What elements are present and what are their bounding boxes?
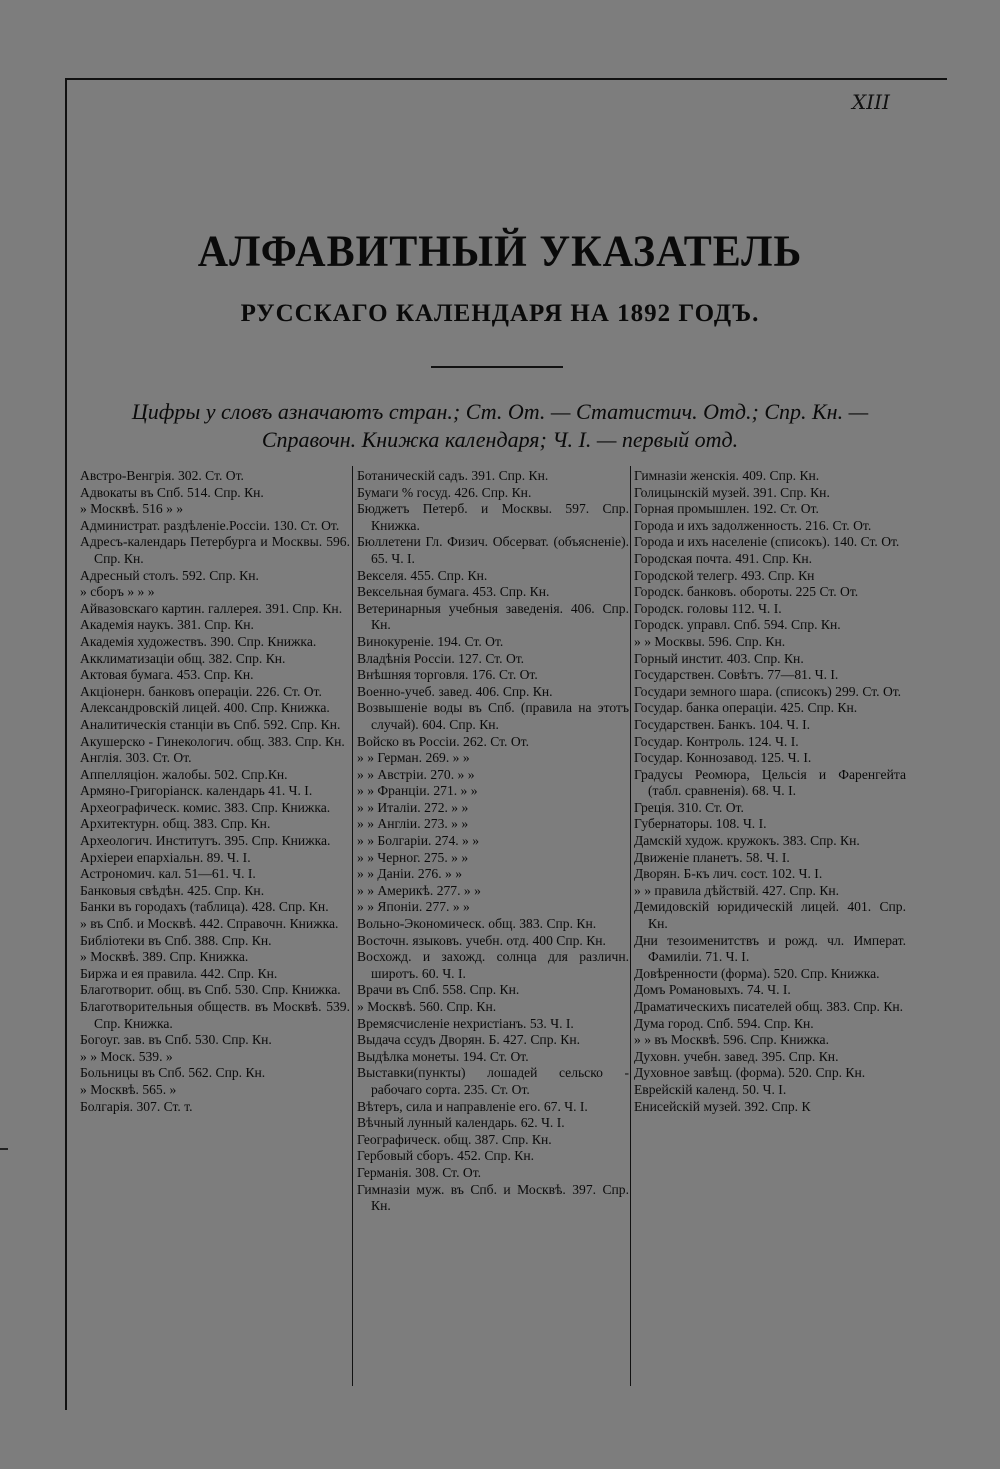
index-entry: Духовное завѣщ. (форма). 520. Спр. Кн. xyxy=(634,1065,866,1081)
index-entry: » Москвѣ. 389. Спр. Книжка. xyxy=(80,949,249,965)
index-entry: Айвазовскаго картин. галлерея. 391. Спр. Кн. xyxy=(80,600,343,616)
index-entry: » » Черног. 275. » » xyxy=(357,849,469,865)
index-entry: Драматическихъ писателей общ. 383. Спр. Кн. xyxy=(634,999,904,1014)
index-entry: Восточн. языковъ. учебн. отд. 400 Спр. Кн. xyxy=(357,932,606,948)
index-entry: Енисейскій музей. 392. Спр. К xyxy=(634,1098,811,1114)
index-entry: Города и ихъ задолженность. 216. Ст. От. xyxy=(634,517,872,533)
index-entry: Возвышеніе воды въ Спб. (правила на этотъ случай). 604. Спр. Кн. xyxy=(357,700,629,732)
index-entry: Государ. Коннозавод. 125. Ч. I. xyxy=(634,750,812,766)
index-entry: Греція. 310. Ст. От. xyxy=(634,799,744,815)
index-entry: Городская почта. 491. Спр. Кн. xyxy=(634,550,813,566)
margin-mark xyxy=(0,1148,8,1150)
index-entry: Гимназіи женскія. 409. Спр. Кн. xyxy=(634,468,820,483)
index-entry: Городск. управл. Спб. 594. Спр. Кн. xyxy=(634,617,841,633)
index-entry: Акушерско - Гинекологич. общ. 383. Спр. Кн. xyxy=(80,733,345,749)
index-entry: » » Франціи. 271. » » xyxy=(357,783,478,799)
index-entry: Архитектурн. общ. 383. Спр. Кн. xyxy=(80,816,271,832)
index-entry: Бюллетени Гл. Физич. Обсерват. (объясненіе). 65. Ч. I. xyxy=(357,534,629,566)
index-entry: » » правила дѣйствій. 427. Спр. Кн. xyxy=(634,882,840,898)
index-entry: Болгарія. 307. Ст. т. xyxy=(80,1098,193,1114)
title-divider xyxy=(431,366,563,368)
index-entry: Администрат. раздѣленіе.Россіи. 130. Ст. От. xyxy=(80,517,340,533)
index-entry: Бумаги % госуд. 426. Спр. Кн. xyxy=(357,484,532,500)
index-column-1 xyxy=(80,468,350,1115)
index-entry: » » Англіи. 273. » » xyxy=(357,816,469,832)
index-entry: Аналитическія станціи въ Спб. 592. Спр. Кн. xyxy=(80,716,341,732)
index-entry: Голицынскій музей. 391. Спр. Кн. xyxy=(634,484,830,500)
index-entry: Аппелляціон. жалобы. 502. Спр.Кн. xyxy=(80,766,288,782)
index-entry: Адвокаты въ Спб. 514. Спр. Кн. xyxy=(80,484,264,500)
index-entry: Ветеринарныя учебныя заведенія. 406. Спр. Кн. xyxy=(357,600,629,633)
index-entry: Банки въ городахъ (таблица). 428. Спр. Кн. xyxy=(80,899,329,915)
page-subtitle: РУССКАГО КАЛЕНДАРЯ НА 1892 ГОДЪ. xyxy=(240,300,760,327)
index-entry: Дума город. Спб. 594. Спр. Кн. xyxy=(634,1015,814,1031)
index-entry: Археологич. Институтъ. 395. Спр. Книжка. xyxy=(80,833,331,849)
index-entry: Движеніе планетъ. 58. Ч. I. xyxy=(634,849,790,865)
index-entry: Гербовый сборъ. 452. Спр. Кн. xyxy=(357,1148,534,1164)
index-entry: Еврейскій календ. 50. Ч. I. xyxy=(634,1081,787,1097)
index-entry: Археографическ. комис. 383. Спр. Книжка. xyxy=(80,799,331,815)
index-entry: » Москвѣ. 516 » » xyxy=(80,501,184,517)
index-entry: Городской телегр. 493. Спр. Кн xyxy=(634,567,815,583)
index-entry: Дамскій худож. кружокъ. 383. Спр. Кн. xyxy=(634,833,860,849)
page-title: АЛФАВИТНЫЙ УКАЗАТЕЛЬ xyxy=(197,227,803,277)
index-entry: Географическ. общ. 387. Спр. Кн. xyxy=(357,1131,552,1147)
index-entry: Врачи въ Спб. 558. Спр. Кн. xyxy=(357,982,520,998)
index-entry: Вольно-Экономическ. общ. 383. Спр. Кн. xyxy=(357,916,597,932)
index-entry: Градусы Реомюра, Цельсія и Фаренгейта (табл. сравненія). 68. Ч. I. xyxy=(634,766,906,799)
index-entry: Государствен. Банкъ. 104. Ч. I. xyxy=(634,716,811,732)
index-entry: Вѣчный лунный календарь. 62. Ч. I. xyxy=(357,1115,565,1131)
index-entry: Благотворительныя обществ. въ Москвѣ. 539. Спр. Книжка. xyxy=(80,999,350,1031)
index-entry: Бюджетъ Петерб. и Москвы. 597. Спр. Книжка. xyxy=(357,501,629,533)
index-entry: Банковыя свѣдѣн. 425. Спр. Кн. xyxy=(80,882,265,898)
index-entry: Государ. Контроль. 124. Ч. I. xyxy=(634,733,799,749)
index-entry: Академія наукъ. 381. Спр. Кн. xyxy=(80,617,254,633)
index-entry: Армяно-Григоріанск. календарь 41. Ч. I. xyxy=(80,783,313,799)
index-entry: Горный инстит. 403. Спр. Кн. xyxy=(634,650,804,666)
index-entry: Архіереи епархіальн. 89. Ч. I. xyxy=(80,849,251,865)
index-column-3 xyxy=(634,468,906,1115)
index-entry: Владѣнія Россіи. 127. Ст. От. xyxy=(357,650,525,666)
index-entry: » Москвѣ. 560. Спр. Кн. xyxy=(357,999,497,1014)
index-entry: Городск. головы 112. Ч. I. xyxy=(634,600,782,616)
index-entry: Больницы въ Спб. 562. Спр. Кн. xyxy=(80,1065,266,1081)
index-entry: Александровскій лицей. 400. Спр. Книжка. xyxy=(80,700,330,716)
index-entry: Адресъ-календарь Петербурга и Москвы. 596. Спр. Кн. xyxy=(80,534,350,566)
page-number: XIII xyxy=(852,90,890,114)
index-entry: » » Герман. 269. » » xyxy=(357,750,470,766)
index-entry: Довѣренности (форма). 520. Спр. Книжка. xyxy=(634,965,880,981)
index-entry: Астрономич. кал. 51—61. Ч. I. xyxy=(80,866,256,882)
index-entry: Акціонерн. банковъ операціи. 226. Ст. От. xyxy=(80,683,322,699)
index-entry: Ботаническій садъ. 391. Спр. Кн. xyxy=(357,468,549,483)
index-entry: Времясчисленіе нехристіанъ. 53. Ч. I. xyxy=(357,1015,574,1031)
index-entry: Акклиматизаціи общ. 382. Спр. Кн. xyxy=(80,650,286,666)
index-entry: Винокуреніе. 194. Ст. От. xyxy=(357,633,504,649)
index-column-2 xyxy=(357,468,629,1215)
index-entry: Вексельная бумага. 453. Спр. Кн. xyxy=(357,584,550,600)
index-entry: Горная промышлен. 192. Ст. От. xyxy=(634,501,819,517)
index-entry: Внѣшняя торговля. 176. Ст. От. xyxy=(357,667,538,683)
index-entry: Государствен. Совѣтъ. 77—81. Ч. I. xyxy=(634,667,839,683)
index-entry: Богоуг. зав. въ Спб. 530. Спр. Кн. xyxy=(80,1032,272,1048)
column-divider xyxy=(352,466,353,1386)
index-entry: Войско въ Россіи. 262. Ст. От. xyxy=(357,733,529,749)
index-entry: » Москвѣ. 565. » xyxy=(80,1081,177,1097)
index-entry: Австро-Венгрія. 302. Ст. От. xyxy=(80,468,244,483)
index-entry: » въ Спб. и Москвѣ. 442. Справочн. Книжка. xyxy=(80,916,339,932)
index-entry: » » Болгаріи. 274. » » xyxy=(357,833,480,849)
index-entry: » » Москвы. 596. Спр. Кн. xyxy=(634,633,786,649)
index-entry: Демидовскій юридическій лицей. 401. Спр. Кн. xyxy=(634,899,906,932)
index-entry: Восхожд. и захожд. солнца для различн. широтъ. 60. Ч. I. xyxy=(357,949,629,981)
index-entry: Адресный столъ. 592. Спр. Кн. xyxy=(80,567,259,583)
index-entry: Губернаторы. 108. Ч. I. xyxy=(634,816,767,832)
index-entry: Библіотеки въ Спб. 388. Спр. Кн. xyxy=(80,932,272,948)
index-entry: » » Америкѣ. 277. » » xyxy=(357,882,481,898)
index-entry: » » въ Москвѣ. 596. Спр. Книжка. xyxy=(634,1032,829,1048)
column-divider xyxy=(630,466,631,1386)
index-entry: Духовн. учебн. завед. 395. Спр. Кн. xyxy=(634,1048,839,1064)
note-line-2: Справочн. Книжка календаря; Ч. I. — первый отд. xyxy=(261,427,739,452)
index-entry: » » Моск. 539. » xyxy=(80,1048,173,1064)
index-entry: Дворян. Б-къ лич. сост. 102. Ч. I. xyxy=(634,866,823,882)
index-entry: Гимназіи муж. въ Спб. и Москвѣ. 397. Спр. Кн. xyxy=(357,1181,629,1214)
index-entry: Актовая бумага. 453. Спр. Кн. xyxy=(80,667,254,683)
index-entry: Государ. банка операціи. 425. Спр. Кн. xyxy=(634,700,858,716)
index-entry: Выставки(пункты) лошадей сельско - рабочаго сорта. 235. Ст. От. xyxy=(357,1065,629,1097)
index-entry: Городск. банковъ. обороты. 225 Ст. От. xyxy=(634,584,859,600)
index-entry: Государи земного шара. (списокъ) 299. Ст. От. xyxy=(634,683,902,699)
index-entry: » » Японіи. 277. » » xyxy=(357,899,470,915)
index-entry: Военно-учеб. завед. 406. Спр. Кн. xyxy=(357,683,553,699)
index-entry: Благотворит. общ. въ Спб. 530. Спр. Книжка. xyxy=(80,982,341,998)
abbreviation-note xyxy=(75,398,925,454)
index-entry: Англія. 303. Ст. От. xyxy=(80,750,192,766)
index-entry: » » Австріи. 270. » » xyxy=(357,766,475,782)
index-entry: » сборъ » » » xyxy=(80,584,155,600)
index-entry: Биржа и ея правила. 442. Спр. Кн. xyxy=(80,965,278,981)
index-entry: Дни тезоименитствъ и рожд. чл. Императ. Фамиліи. 71. Ч. I. xyxy=(634,932,906,965)
index-entry: Векселя. 455. Спр. Кн. xyxy=(357,567,488,583)
index-entry: Германія. 308. Ст. От. xyxy=(357,1164,482,1180)
index-entry: Академія художествъ. 390. Спр. Книжка. xyxy=(80,633,317,649)
index-entry: » » Даніи. 276. » » xyxy=(357,866,462,882)
index-entry: Города и ихъ населеніе (списокъ). 140. Ст. От. xyxy=(634,534,900,550)
note-line-1: Цифры у словъ азначаютъ стран.; Ст. От. — Статистич. Отд.; Спр. Кн. — xyxy=(131,399,869,424)
index-entry: Домъ Романовыхъ. 74. Ч. I. xyxy=(634,982,791,998)
index-entry: Выдѣлка монеты. 194. Ст. От. xyxy=(357,1048,529,1064)
index-entry: Выдача ссудъ Дворян. Б. 427. Спр. Кн. xyxy=(357,1032,581,1048)
index-entry: Вѣтеръ, сила и направленіе его. 67. Ч. I. xyxy=(357,1098,588,1114)
index-entry: » » Италіи. 272. » » xyxy=(357,799,469,815)
